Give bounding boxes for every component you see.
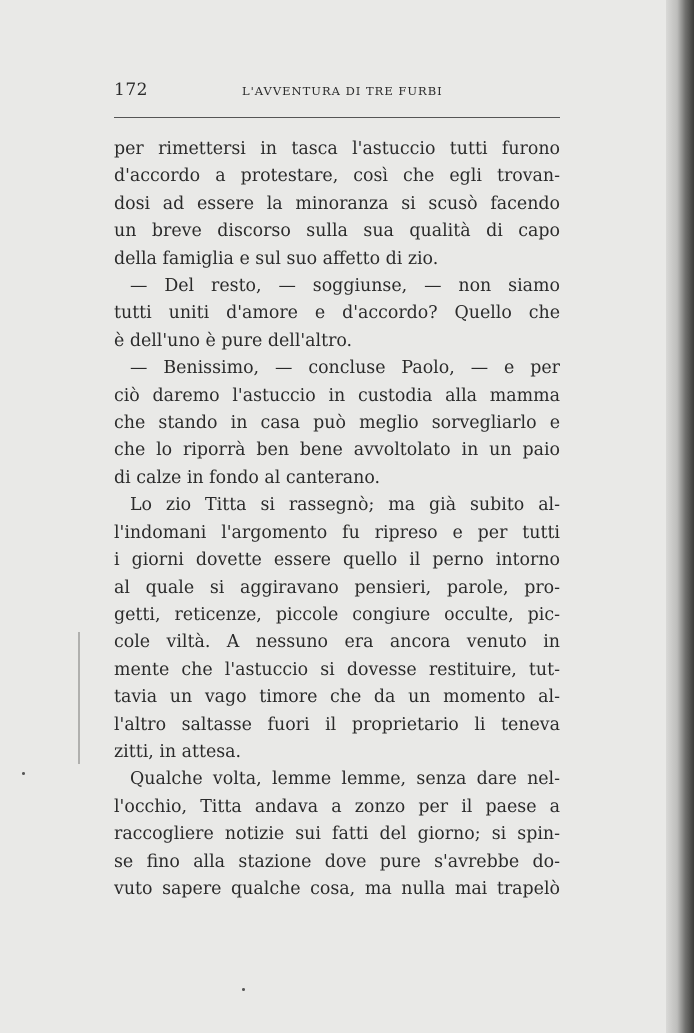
text-line: dosi ad essere la minoranza si scusò facendo xyxy=(114,193,560,214)
text-line: getti, reticenze, piccole congiure occulte, pic- xyxy=(114,604,560,625)
text-line: Qualche volta, lemme lemme, senza dare nel- xyxy=(130,769,560,790)
text-line: i giorni dovette essere quello il perno intorno xyxy=(114,550,560,571)
page-header xyxy=(114,80,560,114)
text-line: d'accordo a protestare, così che egli trovan- xyxy=(114,166,560,187)
text-line: per rimettersi in tasca l'astuccio tutti furono xyxy=(114,139,560,159)
text-line: mente che l'astuccio si dovesse restituire, tut- xyxy=(114,659,560,680)
text-line: della famiglia e sul suo affetto di zio. xyxy=(114,248,439,269)
text-line: è dell'uno è pure dell'altro. xyxy=(114,330,353,351)
text-line: Lo zio Titta si rassegnò; ma già subito al- xyxy=(130,495,560,516)
text-line: zitti, in attesa. xyxy=(114,741,242,762)
text-line: che lo riporrà ben bene avvoltolato in un paio xyxy=(114,440,560,461)
running-title: L'AVVENTURA DI TRE FURBI xyxy=(242,84,443,98)
text-line: un breve discorso sulla sua qualità di capo xyxy=(114,221,560,242)
text-line: cole viltà. A nessuno era ancora venuto in xyxy=(114,632,560,653)
text-line: che stando in casa può meglio sorvegliarlo e xyxy=(114,413,560,434)
text-line: raccogliere notizie sui fatti del giorno; si spin- xyxy=(114,824,560,845)
text-line: — Benissimo, — concluse Paolo, — e per xyxy=(130,358,560,379)
header-rule xyxy=(114,117,560,118)
text-line: vuto sapere qualche cosa, ma nulla mai trapelò xyxy=(114,878,560,899)
text-line: ciò daremo l'astuccio in custodia alla mamma xyxy=(114,385,560,406)
margin-pencil-mark xyxy=(78,632,80,764)
paper-speck xyxy=(242,988,245,991)
text-line: l'altro saltasse fuori il proprietario li teneva xyxy=(114,714,560,735)
text-line: al quale si aggiravano pensieri, parole, pro- xyxy=(114,577,560,598)
text-line: tutti uniti d'amore e d'accordo? Quello che xyxy=(114,303,560,324)
text-line: l'indomani l'argomento fu ripreso e per tutti xyxy=(114,522,560,543)
paper-speck xyxy=(22,772,25,775)
text-line: l'occhio, Titta andava a zonzo per il paese a xyxy=(114,796,560,817)
body-text xyxy=(114,136,560,903)
text-line: di calze in fondo al canterano. xyxy=(114,467,381,488)
text-line: se fino alla stazione dove pure s'avrebbe do- xyxy=(114,851,560,872)
text-line: tavia un vago timore che da un momento al- xyxy=(114,687,560,708)
page-binding-edge xyxy=(666,0,694,1033)
page-number: 172 xyxy=(114,80,148,100)
text-line: — Del resto, — soggiunse, — non siamo xyxy=(130,276,560,297)
